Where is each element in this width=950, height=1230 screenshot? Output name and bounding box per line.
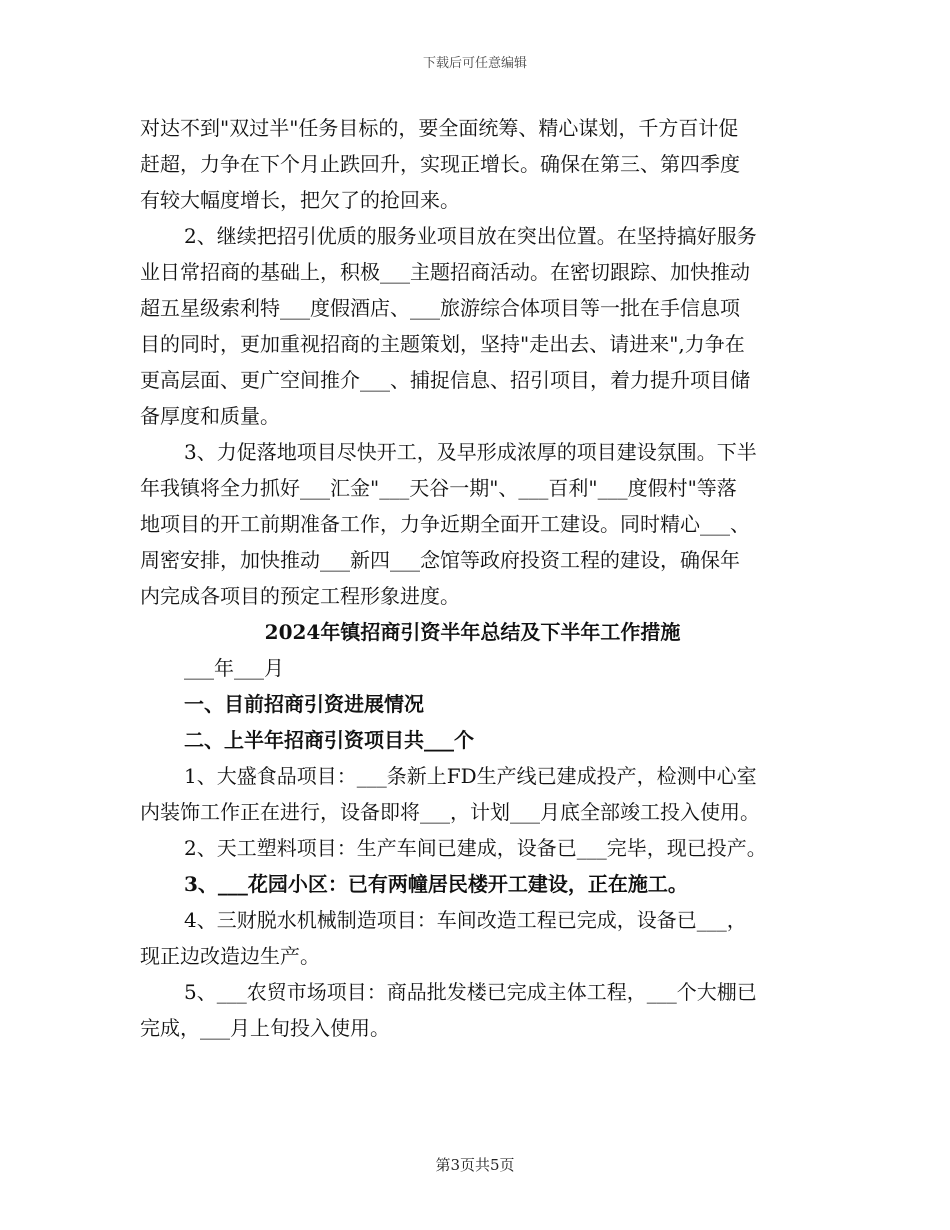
text-line: 3、___花园小区：已有两幢居民楼开工建设，正在施工。 bbox=[184, 872, 688, 896]
text-line: 赶超，力争在下个月止跌回升，实现正增长。确保在第三、第四季度 bbox=[140, 152, 740, 176]
text-line: 备厚度和质量。 bbox=[140, 404, 280, 428]
header-note: 下载后可任意编辑 bbox=[422, 56, 527, 71]
section-title: 2024年镇招商引资半年总结及下半年工作措施 bbox=[264, 620, 681, 644]
text-line: 一、目前招商引资进展情况 bbox=[184, 692, 424, 716]
text-line: ___年___月 bbox=[184, 656, 284, 680]
text-line: 内完成各项目的预定工程形象进度。 bbox=[140, 584, 460, 608]
text-line: 完成，___月上旬投入使用。 bbox=[140, 1016, 390, 1040]
text-line: 地项目的开工前期准备工作，力争近期全面开工建设。同时精心___、 bbox=[140, 512, 750, 536]
text-line: 更高层面、更广空间推介___、捕捉信息、招引项目，着力提升项目储 bbox=[140, 368, 750, 392]
text-line: 2、天工塑料项目：生产车间已建成，设备已___完毕，现已投产。 bbox=[184, 836, 767, 860]
text-line: 有较大幅度增长，把欠了的抢回来。 bbox=[140, 188, 460, 212]
text-line: 超五星级索利特___度假酒店、___旅游综合体项目等一批在手信息项 bbox=[140, 296, 740, 320]
text-line: 对达不到"双过半"任务目标的，要全面统筹、精心谋划，千方百计促 bbox=[140, 116, 739, 140]
text-line: 4、三财脱水机械制造项目：车间改造工程已完成，设备已___， bbox=[184, 908, 747, 932]
text-line: 周密安排，加快推动___新四___念馆等政府投资工程的建设，确保年 bbox=[140, 548, 740, 572]
text-line: 内装饰工作正在进行，设备即将___，计划___月底全部竣工投入使用。 bbox=[140, 800, 760, 824]
text-line: 现正边改造边生产。 bbox=[140, 944, 320, 968]
page-footer: 第3页共5页 bbox=[435, 1156, 515, 1174]
text-line: 1、大盛食品项目：___条新上FD生产线已建成投产，检测中心室 bbox=[184, 764, 757, 788]
document-body bbox=[140, 110, 805, 1046]
text-line: 年我镇将全力抓好___汇金"___天谷一期"、___百利"___度假村"等落 bbox=[140, 476, 737, 500]
text-line: 3、力促落地项目尽快开工，及早形成浓厚的项目建设氛围。下半 bbox=[184, 440, 757, 464]
text-line: 业日常招商的基础上，积极___主题招商活动。在密切跟踪、加快推动 bbox=[140, 260, 750, 284]
text-line: 二、上半年招商引资项目共___个 bbox=[184, 728, 474, 752]
text-line: 目的同时，更加重视招商的主题策划，坚持"走出去、请进来",力争在 bbox=[140, 332, 745, 356]
text-line: 2、继续把招引优质的服务业项目放在突出位置。在坚持搞好服务 bbox=[184, 224, 757, 248]
text-line: 5、___农贸市场项目：商品批发楼已完成主体工程，___个大棚已 bbox=[184, 980, 757, 1004]
